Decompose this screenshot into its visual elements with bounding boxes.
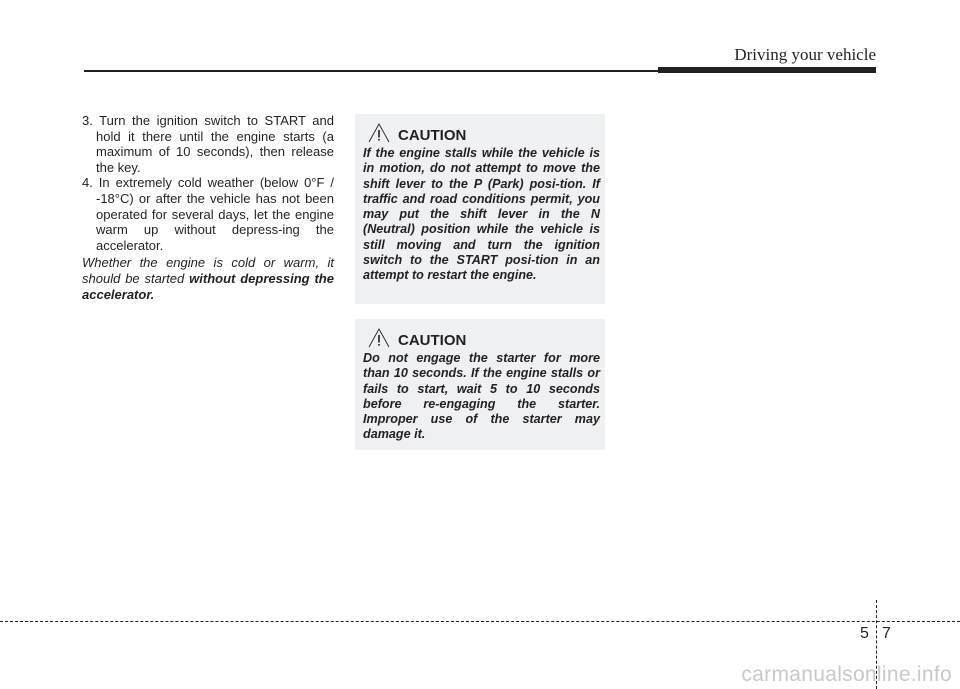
watermark: carmanualsonline.info <box>741 663 952 686</box>
header-rule-thick <box>658 67 876 73</box>
caution-box-starter <box>355 319 605 450</box>
cold-warm-note <box>82 255 334 302</box>
note-bold-text: without depressing the accelerator. <box>82 270 334 302</box>
step-3: 3. Turn the ignition switch to START and hold it there until the engine starts (a maximum of 10 seconds), then release the key. <box>82 113 334 175</box>
header-rule-thin <box>84 70 660 72</box>
footer-dashed-rule <box>0 621 960 622</box>
note-plain-text: Whether the engine is cold or warm, it should be started <box>82 255 334 286</box>
warning-triangle-icon <box>368 327 390 349</box>
step-4: 4. In extremely cold weather (below 0°F / -18°C) or after the vehicle has not been operated for several days, let the engine warm up without depress-ing the accelerator. <box>82 175 334 253</box>
caution-text: Do not engage the starter for more than 10 seconds. If the engine stalls or fails to start, wait 5 to 10 seconds before re-engaging the starter. Improper use of the starter may damage it. <box>363 351 600 442</box>
chapter-number: 5 <box>860 625 869 642</box>
caution-header <box>368 327 600 349</box>
page-number: 7 <box>882 625 891 642</box>
instructions-column <box>82 113 334 302</box>
warning-triangle-icon <box>368 122 390 144</box>
section-title: Driving your vehicle <box>734 45 876 64</box>
caution-box-engine-stall <box>355 114 605 304</box>
caution-title: CAUTION <box>398 331 467 349</box>
caution-text: If the engine stalls while the vehicle is in motion, do not attempt to move the shift lever to the P (Park) posi-tion. If traffic and road conditions permit, you may put the shift lever in the N (Neutral) position while the vehicle is still moving and turn the ignition switch to the START posi-tion in an attempt to restart the engine. <box>363 146 600 283</box>
caution-header <box>368 122 600 144</box>
caution-title: CAUTION <box>398 126 467 144</box>
